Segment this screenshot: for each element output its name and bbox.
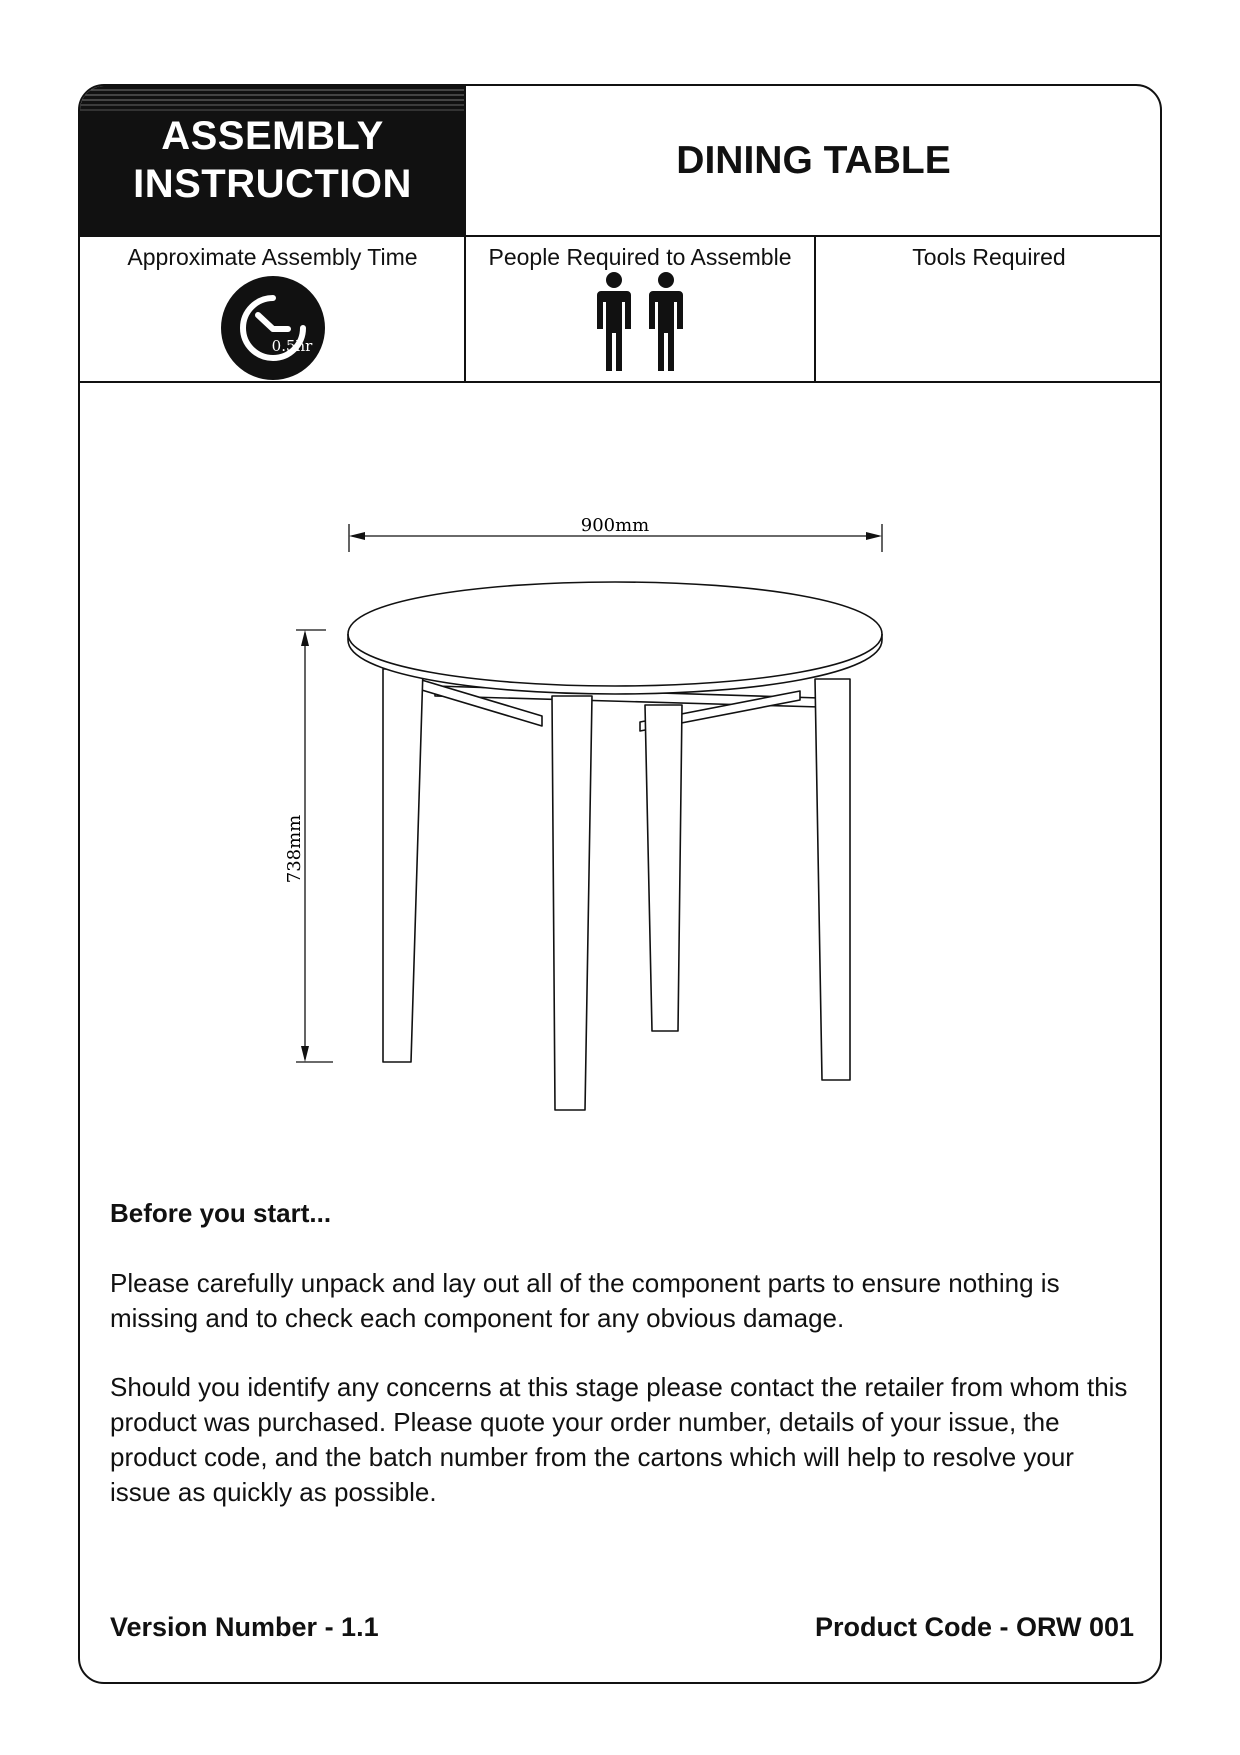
product-title: DINING TABLE	[676, 139, 951, 182]
instruction-sheet	[78, 84, 1162, 1684]
assembly-title-line1: ASSEMBLY	[161, 114, 384, 158]
height-label: 738mm	[284, 814, 305, 884]
dining-table-drawing	[348, 582, 882, 1110]
assembly-title-line2: INSTRUCTION	[133, 162, 412, 206]
assembly-time-value: 0.5hr	[271, 337, 312, 355]
intro-paragraph-1: Please carefully unpack and lay out all of the component parts to ensure nothing is missing and to check each component for any obvious damage.	[110, 1268, 1060, 1333]
assembly-time-label: Approximate Assembly Time	[127, 244, 418, 270]
intro-paragraph-2: Should you identify any concerns at this stage please contact the retailer from whom this product was purchased. Please quote your order number, details of your issue, the product code, and the batch number from the cartons which will help to resolve your issue as quickly as possible.	[110, 1372, 1128, 1507]
people-required-label: People Required to Assemble	[488, 244, 792, 270]
product-code: Product Code - ORW 001	[814, 1612, 1134, 1642]
width-label: 900mm	[580, 515, 650, 536]
version-number: Version Number - 1.1	[110, 1612, 379, 1642]
tools-required-label: Tools Required	[912, 244, 1066, 270]
before-you-start-heading: Before you start...	[110, 1198, 332, 1228]
table-dimension-drawing	[80, 86, 1162, 1136]
